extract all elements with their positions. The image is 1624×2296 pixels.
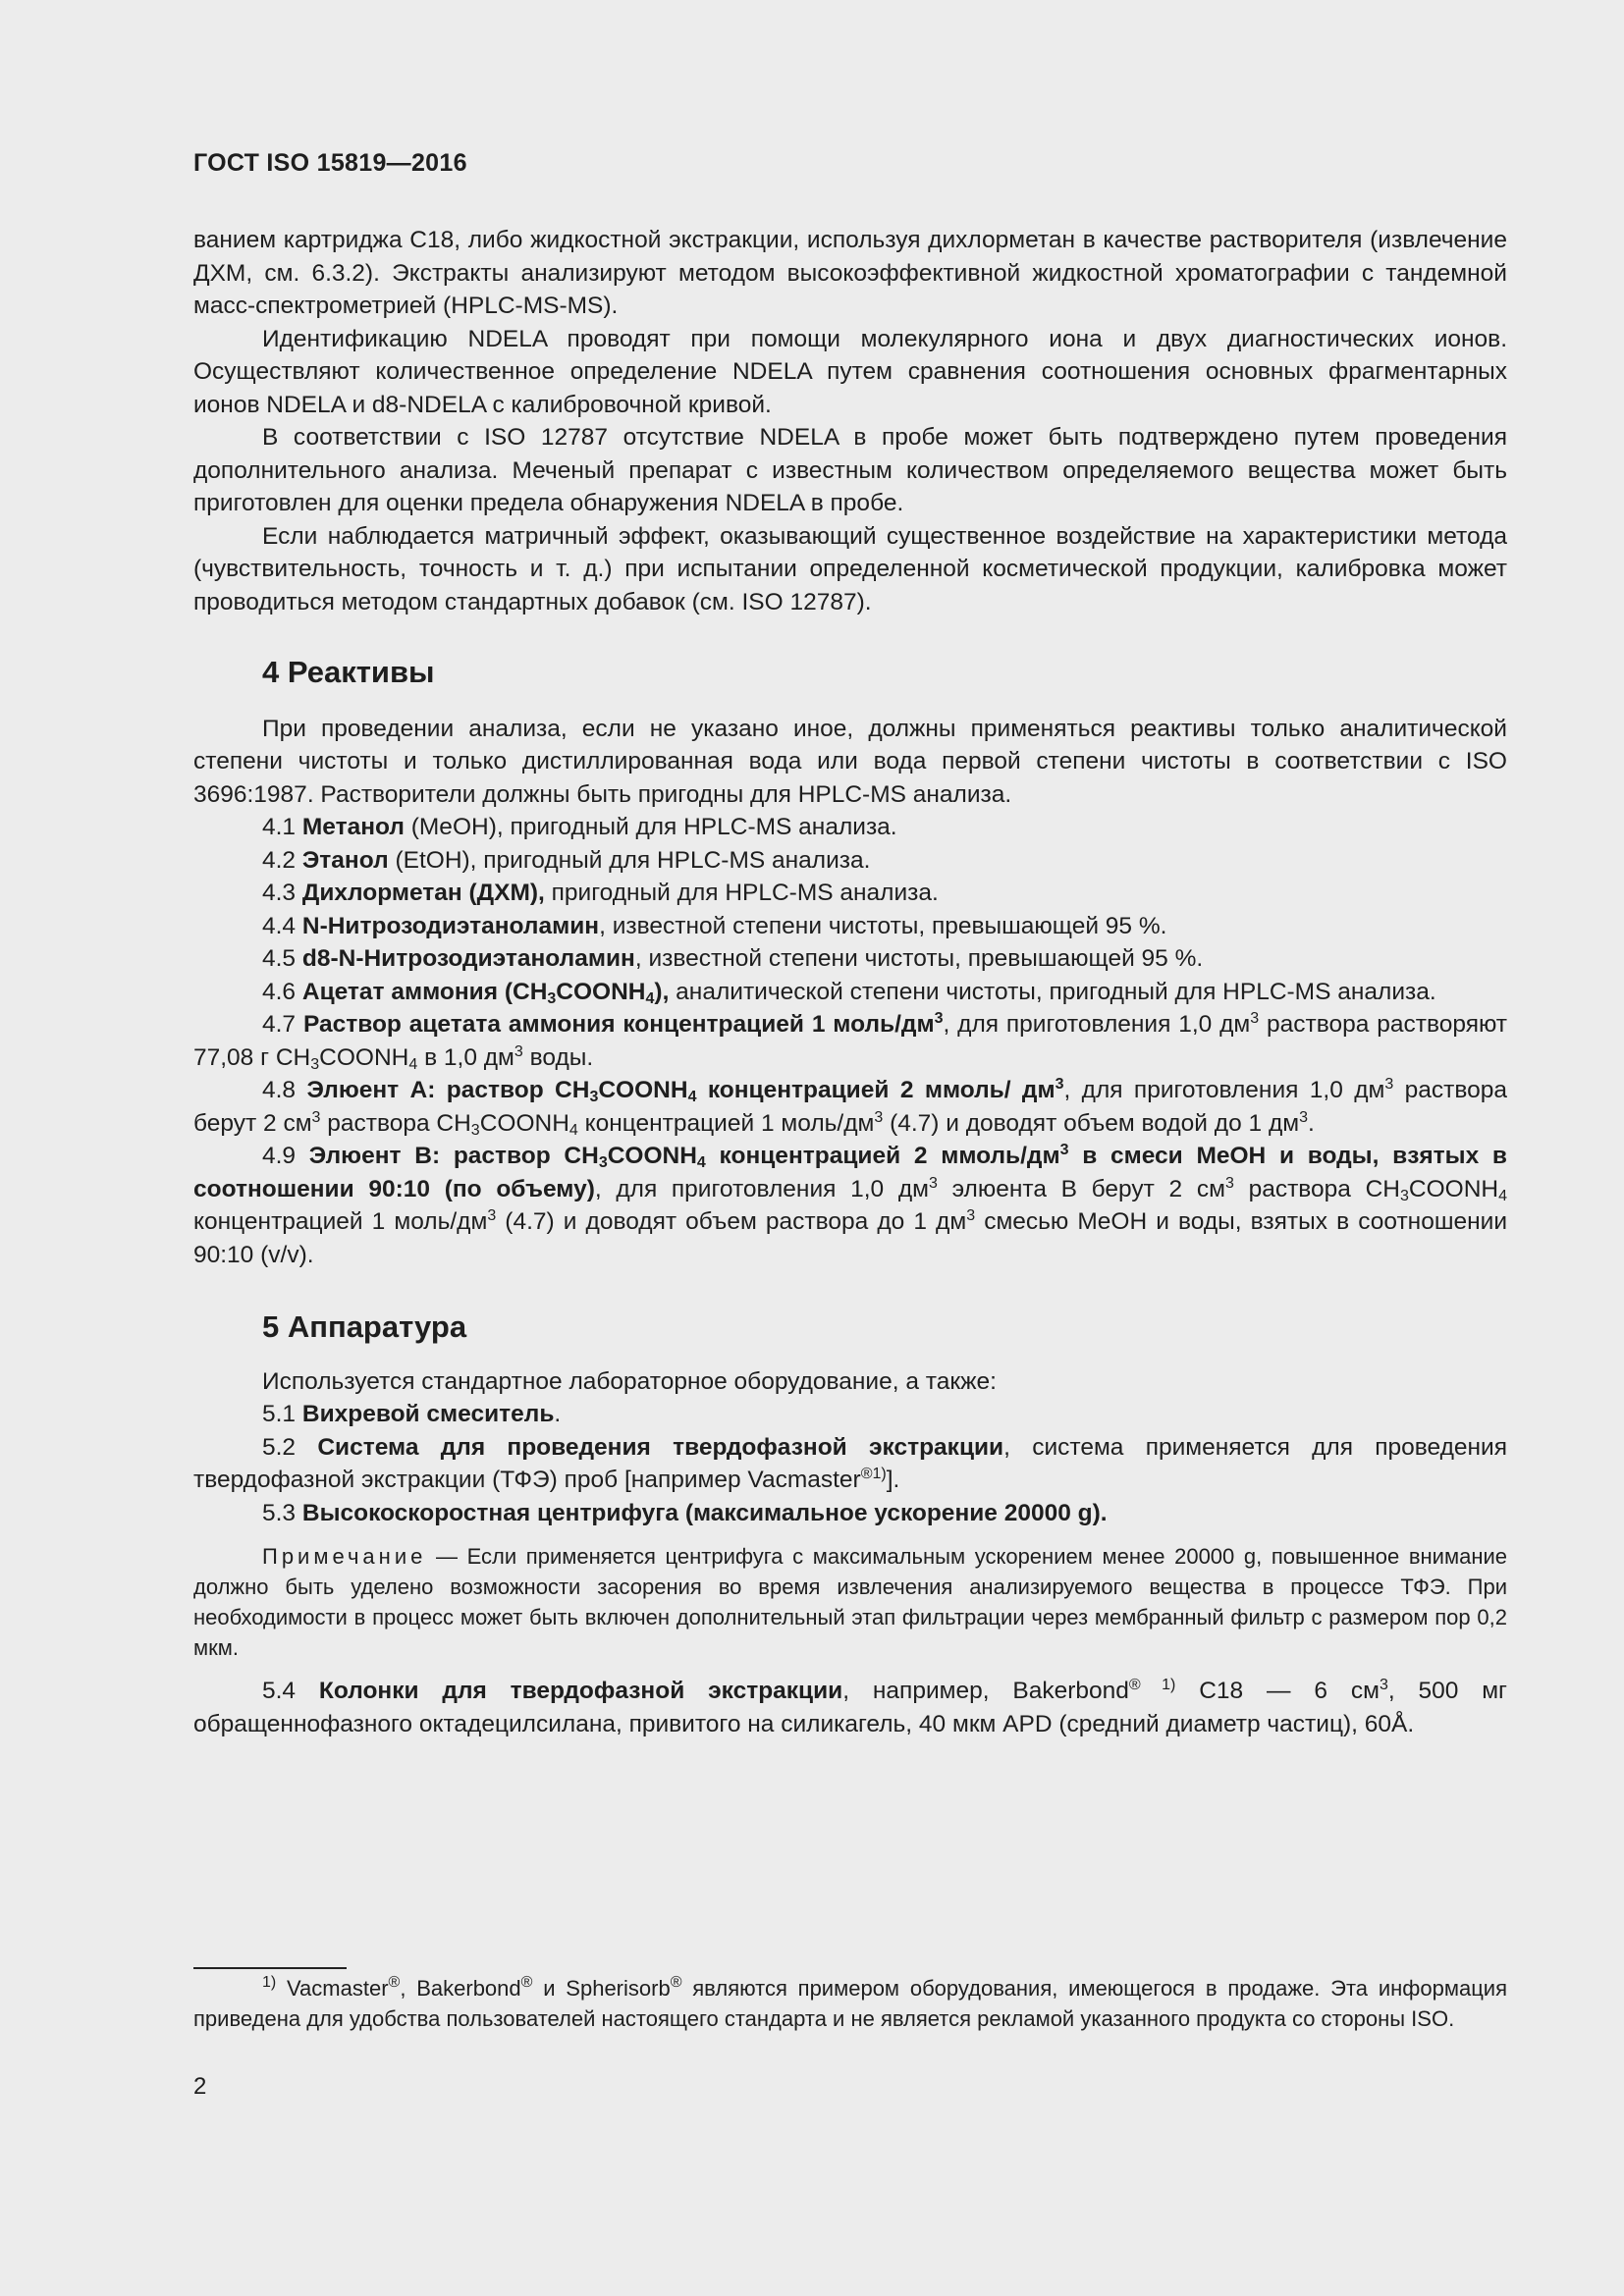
item-5-2: 5.2 Система для проведения твердофазной экстракции, система применяется для проведения твердофазной экстракции (ТФЭ) проб [например Vacmaster$^{®1)}$]. xyxy=(193,1433,1507,1493)
note-label: Примечание xyxy=(262,1544,427,1569)
item-4-5: 4.5 d8-N-Нитрозодиэтаноламин, известной степени чистоты, превышающей 95 %. xyxy=(262,945,1204,972)
item-5-3: 5.3 Высокоскоростная центрифуга (максимальное ускорение 20000 g). xyxy=(262,1499,1108,1526)
item-4-9: 4.9 Элюент В: раствор $CH_3COONH_4$ концентрацией 2 ммоль/$дм^3$ в смеси MeOH и воды, взятых в соотношении 90:10 (по объему), для приготовления 1,0 $дм^3$ элюента В берут 2 $см^3$ раствора $CH_3COONH_4$ концентрацией 1 моль/$дм^3$ (4.7) и доводят объем раствора до 1 $дм^3$ смесью MeOH и воды, взятых в соотношении 90:10 (v/v). xyxy=(193,1142,1507,1268)
intro-paragraph-2: Идентификацию NDELA проводят при помощи молекулярного иона и двух диагностических ионов. Осуществляют количественное определение NDELA путем сравнения соотношения основных фрагментарных ионов NDELA и d8-NDELA с калибровочной кривой. xyxy=(193,325,1507,418)
document-header: ГОСТ ISO 15819—2016 xyxy=(193,149,467,177)
item-4-3: 4.3 Дихлорметан (ДХМ), пригодный для HPLC-MS анализа. xyxy=(262,880,939,906)
item-4-8: 4.8 Элюент А: раствор $CH_3COONH_4$ концентрацией 2 ммоль/ $дм^3$, для приготовления 1,0 $дм^3$ раствора берут 2 $см^3$ раствора $CH_3COONH_4$ концентрацией 1 моль/$дм^3$ (4.7) и доводят объем водой до 1 $дм^3$. xyxy=(193,1076,1508,1139)
footnote-divider xyxy=(193,1967,347,1969)
item-4-2: 4.2 Этанол (EtOH), пригодный для HPLC-MS анализа. xyxy=(262,846,871,874)
section-5-heading: 5 Аппаратура xyxy=(262,1309,467,1344)
item-4-4: 4.4 N-Нитрозодиэтаноламин, известной степени чистоты, превышающей 95 %. xyxy=(262,912,1167,939)
page-number: 2 xyxy=(193,2073,207,2100)
intro-paragraph-4: Если наблюдается матричный эффект, оказывающий существенное воздействие на характеристики метода (чувствительность, точность и т. д.) при испытании определенной косметической продукции, калибровка может проводиться методом стандартных добавок (см. ISO 12787). xyxy=(193,522,1507,615)
intro-paragraph-1: ванием картриджа С18, либо жидкостной экстракции, используя дихлорметан в качестве растворителя (извлечение ДХМ, см. 6.3.2). Экстракты анализируют методом высокоэффективной жидкостной хроматографии с тандемной масс-спектрометрией (HPLC-MS-MS). xyxy=(193,227,1507,319)
item-5-1: 5.1 Вихревой смеситель. xyxy=(262,1401,562,1427)
item-5-4: 5.4 Колонки для твердофазной экстракции, например, Bakerbond$^{® 1)}$ C18 — 6 $см^3$, 500 мг обращеннофазного октадецилсилана, привитого на силикагель, 40 мкм APD (средний диаметр частиц), 60Å. xyxy=(193,1677,1507,1737)
item-4-6: 4.6 Ацетат аммония $(CH_3COONH_4)$, аналитической степени чистоты, пригодный для HPLC-MS анализа. xyxy=(262,978,1436,1007)
section-4-intro: При проведении анализа, если не указано иное, должны применяться реактивы только аналитической степени чистоты и только дистиллированная вода или вода первой степени чистоты в соответствии с ISO 3696:1987. Растворители должны быть пригодны для HPLC-MS анализа. xyxy=(193,715,1507,808)
item-4-7: 4.7 Раствор ацетата аммония концентрацией 1 моль/$дм^3$, для приготовления 1,0 $дм^3$ раствора растворяют 77,08 г $CH_3COONH_4$ в 1,0 $дм^3$ воды. xyxy=(193,1010,1508,1073)
main-content xyxy=(193,224,1507,1740)
section-4-heading: 4 Реактивы xyxy=(262,655,435,689)
section-5-intro: Используется стандартное лабораторное оборудование, а также: xyxy=(262,1367,997,1395)
intro-paragraph-3: В соответствии с ISO 12787 отсутствие NDELA в пробе может быть подтверждено путем проведения дополнительного анализа. Меченый препарат с известным количеством определяемого вещества может быть приготовлен для оценки предела обнаружения NDELA в пробе. xyxy=(193,424,1507,516)
footnote: $^{1)}$ Vacmaster®, Bakerbond® и Spherisorb® являются примером оборудования, имеющегося в продаже. Эта информация приведена для удобства пользователей настоящего стандарта и не является рекламой указанного продукта со стороны ISO. xyxy=(193,1974,1507,2031)
item-4-1: 4.1 Метанол (MeOH), пригодный для HPLC-MS анализа. xyxy=(262,814,897,840)
note: Примечание — Если применяется центрифуга с максимальным ускорением менее 20000 g, повышенное внимание должно быть уделено возможности засорения во время извлечения анализируемого вещества в процессе ТФЭ. При необходимости в процесс может быть включен дополнительный этап фильтрации через мембранный фильтр с размером пор 0,2 мкм. xyxy=(193,1544,1507,1660)
